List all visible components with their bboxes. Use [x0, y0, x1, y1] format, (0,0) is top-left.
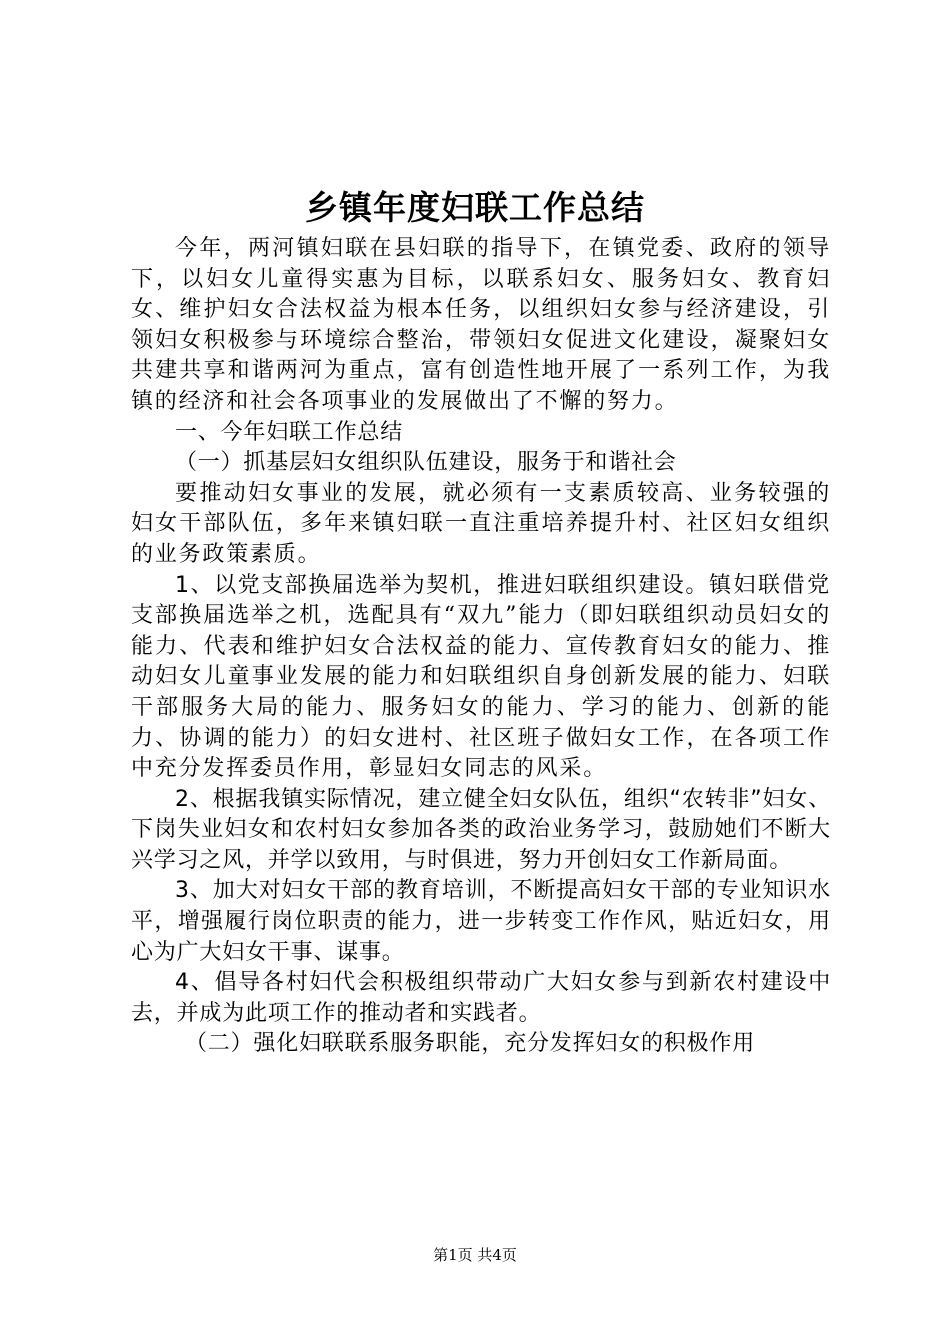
- page-footer: 第1页 共4页: [433, 1246, 517, 1264]
- item-body-text: 镇妇联借党支部换届选举之机，选配具有“双九”能力（即妇联组织动员妇女的能力、代表和维护妇女合法权益的能力、宣传教育妇女的能力、推动妇女儿童事业发展的能力和妇联组织自身创新发展的能力、妇联干部服务大局的能力、服务妇女的能力、学习的能力、创新的能力、协调的能力）的妇女进村、社区班子做妇女工作，在各项工作中充分发挥委员作用，彰显妇女同志的风采。: [131, 572, 831, 782]
- subsection-paragraph: 要推动妇女事业的发展，就必须有一支素质较高、业务较强的妇女干部队伍，多年来镇妇联一直注重培养提升村、社区妇女组织的业务政策素质。: [131, 480, 831, 567]
- item-paragraph-4: 4、倡导各村妇代会积极组织带动广大妇女参与到新农村建设中去，并成为此项工作的推动者和实践者。: [131, 970, 831, 1026]
- document-title: 乡镇年度妇联工作总结: [305, 188, 645, 227]
- item-paragraph-1: [131, 571, 831, 785]
- item-paragraph-3: 3、加大对妇女干部的教育培训，不断提高妇女干部的专业知识水平，增强履行岗位职责的能力，进一步转变工作作风，贴近妇女，用心为广大妇女干事、谋事。: [131, 878, 831, 965]
- subsection-heading: （一）抓基层妇女组织队伍建设，服务于和谐社会: [175, 450, 677, 476]
- subsection-heading-2: （二）强化妇联联系服务职能，充分发挥妇女的积极作用: [185, 1031, 756, 1057]
- intro-paragraph: 今年，两河镇妇联在县妇联的指导下，在镇党委、政府的领导下，以妇女儿童得实惠为目标，以联系妇女、服务妇女、教育妇女、维护妇女合法权益为根本任务，以组织妇女参与经济建设，引领妇女积极参与环境综合整治，带领妇女促进文化建设，凝聚妇女共建共享和谐两河为重点，富有创造性地开展了一系列工作，为我镇的经济和社会各项事业的发展做出了不懈的努力。: [131, 236, 831, 414]
- section-heading: 一、今年妇联工作总结: [175, 419, 404, 445]
- item-lead-text: 1、以党支部换届选举为契机，推进妇联组织建设。: [175, 572, 709, 598]
- document-body: [131, 234, 831, 1060]
- item-paragraph-2: 2、根据我镇实际情况，建立健全妇女队伍，组织“农转非”妇女、下岗失业妇女和农村妇女参加各类的政治业务学习，鼓励她们不断大兴学习之风，并学以致用，与时俱进，努力开创妇女工作新局面。: [131, 786, 831, 873]
